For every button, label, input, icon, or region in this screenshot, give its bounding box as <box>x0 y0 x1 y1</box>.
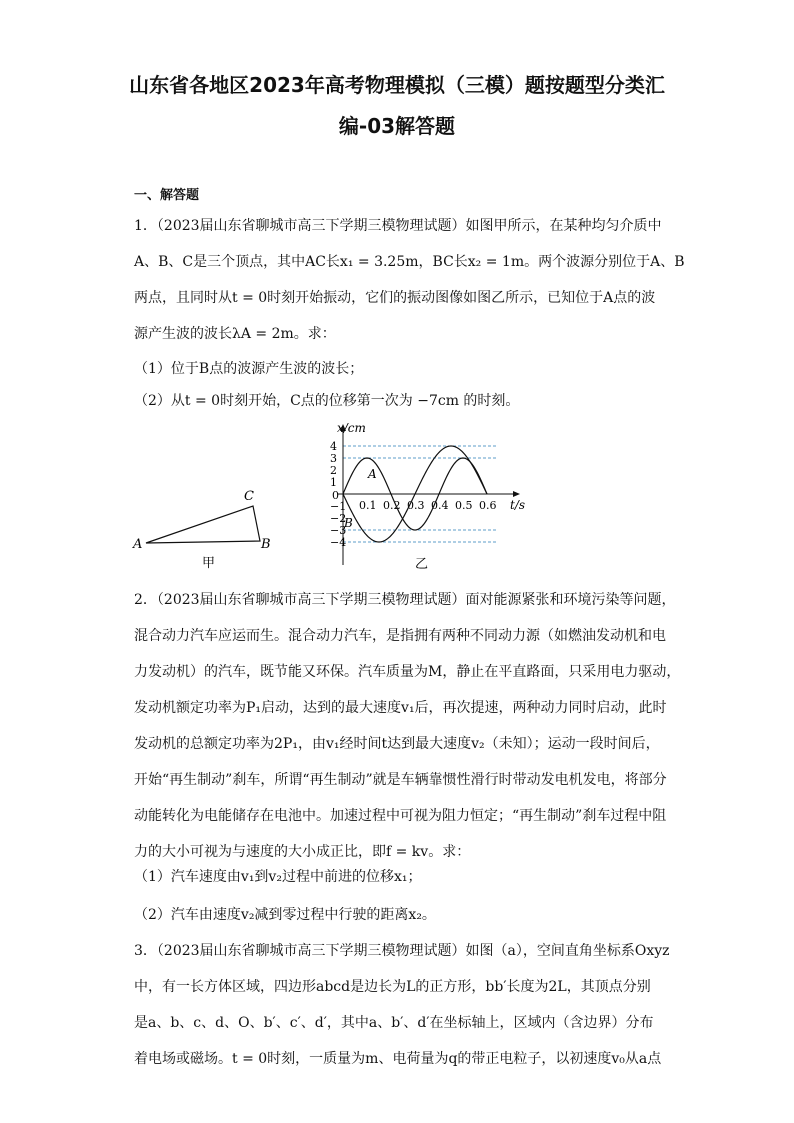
y-tick-label: −1 <box>330 500 347 513</box>
y-tick-label: −2 <box>330 512 347 525</box>
section-heading: 一、解答题 <box>134 188 200 203</box>
caption-yi: 乙 <box>415 557 429 572</box>
q2-sub2: （2）汽车由速度v₂减到零过程中行驶的距离x₂。 <box>134 907 436 923</box>
figure-yi <box>330 421 525 572</box>
y-tick-label: 2 <box>330 464 337 477</box>
curve-a-label: A <box>368 467 377 481</box>
y-tick-label: 3 <box>330 452 337 465</box>
q3-line: 中，有一长方体区域，四边形abcd是边长为L的正方形，bb′长度为2L，其顶点分别 <box>134 979 651 995</box>
doc-title-line2: 编-03解答题 <box>338 114 456 138</box>
q2-sub1: （1）汽车速度由v₁到v₂过程中前进的位移x₁； <box>134 869 422 885</box>
q1-figures <box>130 420 530 580</box>
q1-sub2: （2）从t = 0时刻开始，C点的位移第一次为 −7cm 的时刻。 <box>134 393 520 409</box>
q2-line: 动能转化为电能储存在电池中。加速过程中可视为阻力恒定；“再生制动”刹车过程中阻 <box>134 808 667 824</box>
vertex-c-label: C <box>244 489 254 504</box>
figure-jia <box>132 489 271 571</box>
y-axis-label: x/cm <box>337 421 366 435</box>
x-tick-label: 0.5 <box>455 499 473 512</box>
q2-line: 发动机的总额定功率为2P₁，由v₁经时间t达到最大速度v₂（未知）；运动一段时间后， <box>134 736 660 752</box>
q1-line: 源产生波的波长λA = 2m。求： <box>134 326 336 342</box>
vertex-b-label: B <box>261 537 271 552</box>
x-tick-label: 0.2 <box>383 499 401 512</box>
q1-line: 1．（2023届山东省聊城市高三下学期三模物理试题）如图甲所示，在某种均匀介质中 <box>134 218 662 234</box>
q3-line: 着电场或磁场。t = 0时刻，一质量为m、电荷量为q的带正电粒子，以初速度v₀从a点 <box>134 1051 662 1067</box>
q2-line: 发动机额定功率为P₁启动，达到的最大速度v₁后，再次提速，两种动力同时启动，此时 <box>134 700 667 716</box>
q3-line: 是a、b、c、d、O、b′、c′、d′，其中a、b′、d′在坐标轴上，区域内（含边界）分布 <box>134 1015 654 1031</box>
y-tick-label: 1 <box>330 476 337 489</box>
q2-line: 开始“再生制动”刹车，所谓“再生制动”就是车辆靠惯性滑行时带动发电机发电，将部分 <box>134 772 667 788</box>
caption-jia: 甲 <box>202 556 216 571</box>
x-axis-arrow <box>513 491 520 497</box>
q1-line: A、B、C是三个顶点，其中AC长x₁ = 3.25m，BC长x₂ = 1m。两个波源分别位于A、B <box>134 254 685 270</box>
q2-line: 力的大小可视为与速度的大小成正比，即f = kv。求： <box>134 844 471 860</box>
x-tick-label: 0.6 <box>479 499 497 512</box>
q2-line: 力发动机）的汽车，既节能又环保。汽车质量为M，静止在平直路面，只采用电力驱动， <box>134 664 681 680</box>
curve-b-label: B <box>344 516 353 530</box>
y-tick-label: −4 <box>330 536 347 549</box>
x-axis-label: t/s <box>510 498 526 512</box>
q1-sub1: （1）位于B点的波源产生波的波长； <box>134 361 364 377</box>
x-tick-label: 0.4 <box>431 499 449 512</box>
x-tick-label: 0.1 <box>359 499 377 512</box>
question-1 <box>134 208 685 352</box>
question-3 <box>134 933 674 1077</box>
q2-line: 混合动力汽车应运而生。混合动力汽车，是指拥有两种不同动力源（如燃油发动机和电 <box>134 628 666 644</box>
triangle-abc <box>146 506 260 543</box>
doc-title-line1: 山东省各地区2023年高考物理模拟（三模）题按题型分类汇 <box>129 73 665 97</box>
q1-line: 两点，且同时从t = 0时刻开始振动，它们的振动图像如图乙所示，已知位于A点的波 <box>134 290 656 306</box>
y-tick-label: −3 <box>330 524 347 537</box>
y-tick-label: 4 <box>330 440 337 453</box>
vertex-a-label: A <box>133 537 143 552</box>
origin-label: 0 <box>332 489 339 502</box>
x-tick-label: 0.3 <box>407 499 425 512</box>
q3-line: 3．（2023届山东省聊城市高三下学期三模物理试题）如图（a），空间直角坐标系Oxyz <box>134 943 670 959</box>
q2-line: 2．（2023届山东省聊城市高三下学期三模物理试题）面对能源紧张和环境污染等问题， <box>134 592 676 608</box>
question-2 <box>134 582 681 870</box>
